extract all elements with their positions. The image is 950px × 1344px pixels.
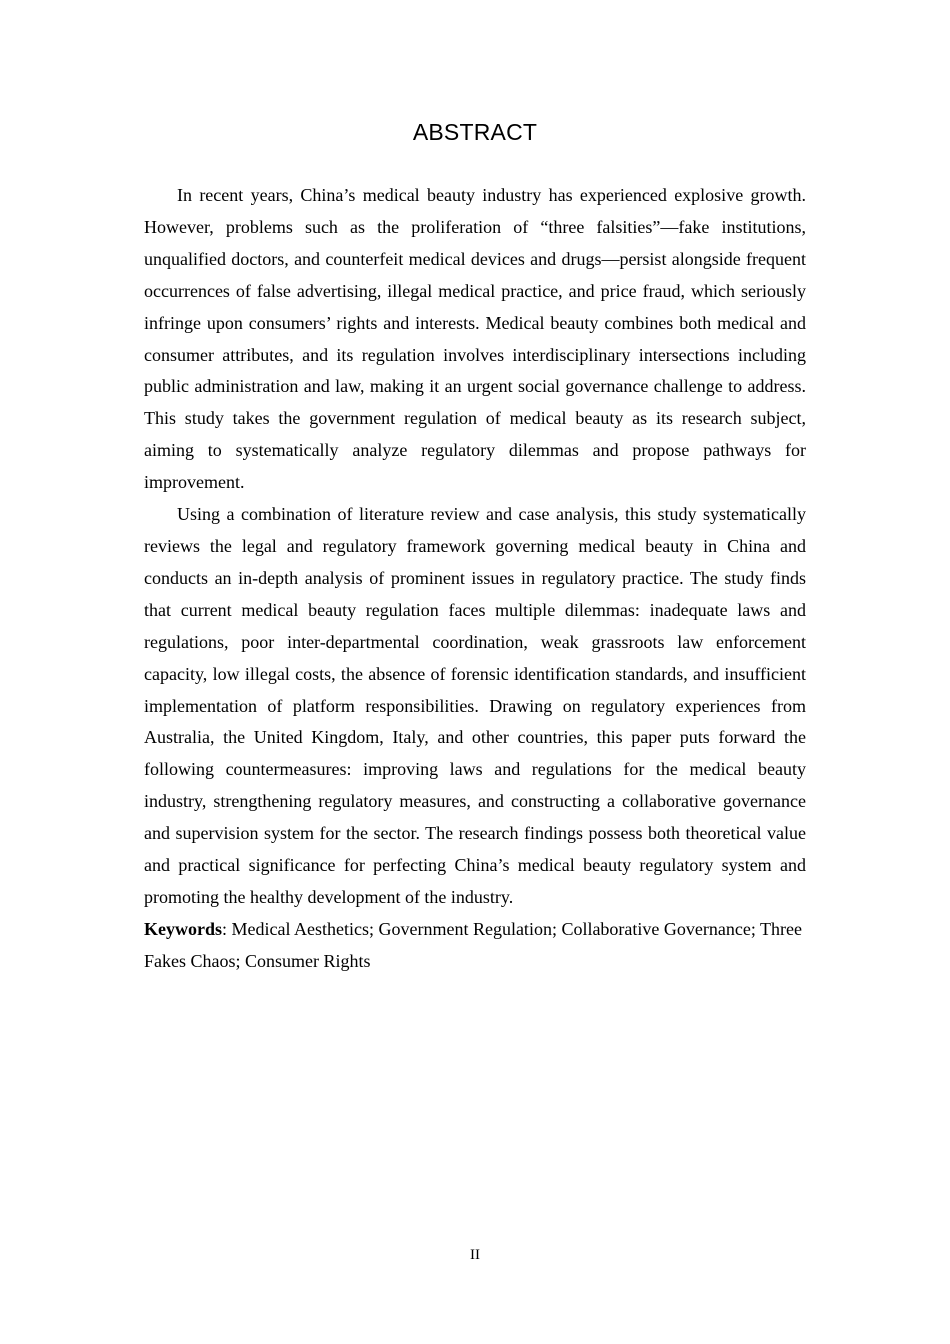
page-number: II [470,1247,480,1263]
abstract-paragraph-1: In recent years, China’s medical beauty industry has experienced explosive growth. However, problems such as the proliferation of “three falsities”—fake institutions, unqualified doctors, and counterfeit medical devices and drugs—persist alongside frequent occurrences of false advertising, illegal medical practice, and price fraud, which seriously infringe upon consumers’ rights and interests. Medical beauty combines both medical and consumer attributes, and its regulation involves interdisciplinary intersections including public administration and law, making it an urgent social governance challenge to address. This study takes the government regulation of medical beauty as its research subject, aiming to systematically analyze regulatory dilemmas and propose pathways for improvement. [144,185,806,493]
keywords-text: Medical Aesthetics; Government Regulation; Collaborative Governance; Three Fakes Chaos; Consumer Rights [144,918,803,971]
keywords-label: Keywords [144,918,222,939]
abstract-paragraph-2: Using a combination of literature review and case analysis, this study systematically reviews the legal and regulatory framework governing medical beauty in China and conducts an in-depth analysis of prominent issues in regulatory practice. The study finds that current medical beauty regulation faces multiple dilemmas: inadequate laws and regulations, poor inter-departmental coordination, weak grassroots law enforcement capacity, low illegal costs, the absence of forensic identification standards, and insufficient implementation of platform responsibilities. Drawing on regulatory experiences from Australia, the United Kingdom, Italy, and other countries, this paper puts forward the following countermeasures: improving laws and regulations for the medical beauty industry, strengthening regulatory measures, and constructing a collaborative governance and supervision system for the sector. The research findings possess both theoretical value and practical significance for perfecting China’s medical beauty regulatory system and promoting the healthy development of the industry. [144,504,806,907]
abstract-body [144,180,806,978]
abstract-title: ABSTRACT [412,119,538,145]
keywords-line [144,914,806,978]
keywords-separator: : [222,918,232,939]
